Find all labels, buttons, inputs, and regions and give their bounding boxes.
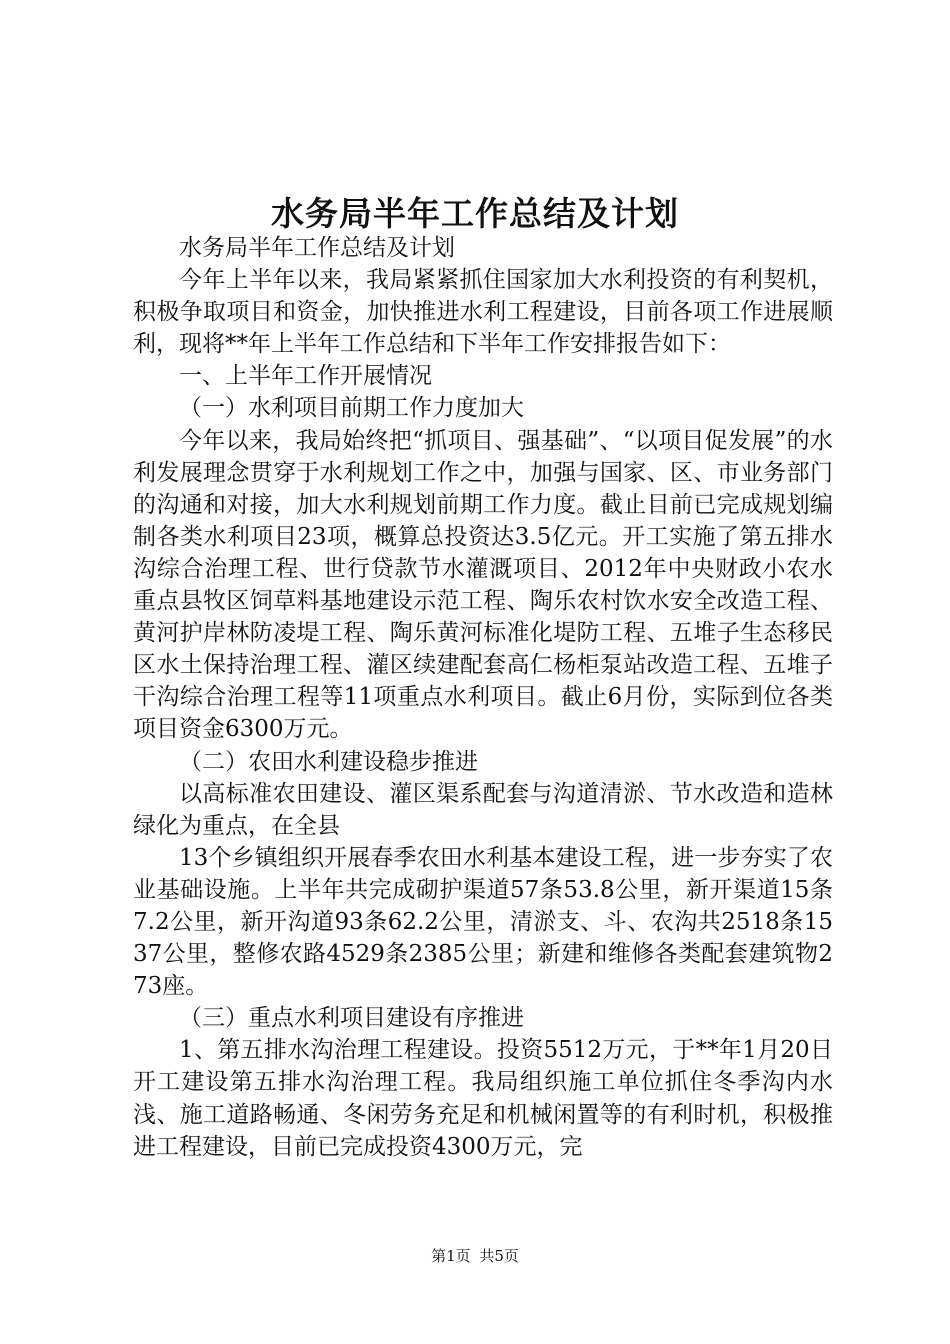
paragraph: 1、第五排水沟治理工程建设。投资5512万元，于**年1月20日开工建设第五排水沟治理工程。我局组织施工单位抓住冬季沟内水浅、施工道路畅通、冬闲劳务充足和机械闲置等的有利时机，积极推进工程建设，目前已完成投资4300万元，完: [133, 1037, 833, 1160]
paragraph: 今年上半年以来，我局紧紧抓住国家加大水利投资的有利契机，积极争取项目和资金，加快推进水利工程建设，目前各项工作进展顺利，现将**年上半年工作总结和下半年工作安排报告如下：: [133, 267, 833, 358]
paragraph: 今年以来，我局始终把“抓项目、强基础”、“以项目促发展”的水利发展理念贯穿于水利规划工作之中，加强与国家、区、市业务部门的沟通和对接，加大水利规划前期工作力度。截止目前已完成规划编制各类水利项目23项，概算总投资达3.5亿元。开工实施了第五排水沟综合治理工程、世行贷款节水灌溉项目、2012年中央财政小农水重点县牧区饲草料基地建设示范工程、陶乐农村饮水安全改造工程、黄河护岸林防凌堤工程、陶乐黄河标准化堤防工程、五堆子生态移民区水土保持治理工程、灌区续建配套高仁杨柜泵站改造工程、五堆子干沟综合治理工程等11项重点水利项目。截止6月份，实际到位各类项目资金6300万元。: [133, 427, 833, 743]
subsection-heading: （二）农田水利建设稳步推进: [179, 748, 478, 775]
section-heading: 一、上半年工作开展情况: [179, 363, 432, 390]
page-number: 第1页: [431, 1247, 471, 1265]
page-footer: [0, 1245, 950, 1266]
paragraph: 13个乡镇组织开展春季农田水利基本建设工程，进一步夯实了农业基础设施。上半年共完成砌护渠道57条53.8公里，新开渠道15条7.2公里，新开沟道93条62.2公里，清淤支、斗、农沟共2518条1537公里，整修农路4529条2385公里；新建和维修各类配套建筑物273座。: [133, 844, 833, 1000]
paragraph: 水务局半年工作总结及计划: [179, 235, 455, 261]
document-title: 水务局半年工作总结及计划: [271, 194, 679, 233]
subsection-heading: （三）重点水利项目建设有序推进: [179, 1005, 524, 1032]
paragraph: 以高标准农田建设、灌区渠系配套与沟道清淤、节水改造和造林绿化为重点，在全县: [133, 780, 833, 839]
document-body: [133, 232, 833, 1163]
page-total: 共5页: [479, 1247, 519, 1265]
subsection-heading: （一）水利项目前期工作力度加大: [179, 395, 524, 422]
